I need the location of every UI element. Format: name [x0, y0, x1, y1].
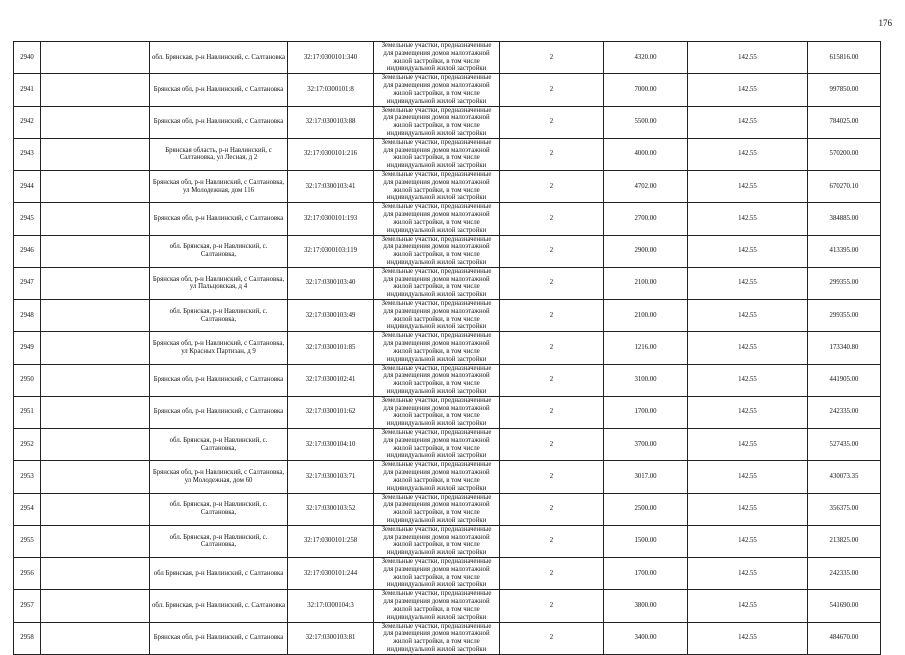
address-cell: обл Брянская, р-н Навлинский, с Салтановка	[150, 558, 288, 590]
row-number: 2942	[14, 106, 41, 138]
cadastral-value-cell: 784025.00	[808, 106, 881, 138]
address-cell: Брянская обл, р-н Навлинский, с Салтановка	[150, 622, 288, 654]
table-body	[14, 42, 881, 655]
table-row	[14, 74, 881, 106]
row-number: 2956	[14, 558, 41, 590]
land-use-cell: Земельные участки, предназначенные для размещения домов малоэтажной жилой застройки, в том числе индивидуальной жилой застройки	[374, 622, 500, 654]
address-cell: Брянская обл, р-н Навлинский, с Салтановка	[150, 106, 288, 138]
cadastral-value-cell: 173340.80	[808, 332, 881, 364]
row-number: 2950	[14, 364, 41, 396]
blank-cell	[41, 364, 150, 396]
cadastral-number-cell: 32:17:0300104:10	[288, 429, 374, 461]
address-cell: обл. Брянская, р-н Навлинский, с. Салтановка,	[150, 300, 288, 332]
row-number: 2954	[14, 493, 41, 525]
rate-cell: 142.55	[688, 429, 808, 461]
blank-cell	[41, 590, 150, 622]
category-cell: 2	[500, 558, 604, 590]
rate-cell: 142.55	[688, 622, 808, 654]
rate-cell: 142.55	[688, 171, 808, 203]
table-row	[14, 558, 881, 590]
category-cell: 2	[500, 429, 604, 461]
category-cell: 2	[500, 590, 604, 622]
row-number: 2948	[14, 300, 41, 332]
category-cell: 2	[500, 42, 604, 74]
row-number: 2941	[14, 74, 41, 106]
land-use-cell: Земельные участки, предназначенные для размещения домов малоэтажной жилой застройки, в том числе индивидуальной жилой застройки	[374, 42, 500, 74]
rate-cell: 142.55	[688, 42, 808, 74]
cadastral-number-cell: 32:17:0300103:119	[288, 235, 374, 267]
rate-cell: 142.55	[688, 235, 808, 267]
address-cell: Брянская обл, р-н Навлинский, с Салтановка, ул Пальцовская, д 4	[150, 267, 288, 299]
address-cell: Брянская обл, р-н Навлинский, с Салтановка	[150, 364, 288, 396]
cadastral-number-cell: 32:17:0300101:258	[288, 525, 374, 557]
blank-cell	[41, 171, 150, 203]
land-use-cell: Земельные участки, предназначенные для размещения домов малоэтажной жилой застройки, в том числе индивидуальной жилой застройки	[374, 74, 500, 106]
cadastral-value-cell: 441905.00	[808, 364, 881, 396]
address-cell: обл. Брянская, р-н Навлинский, с. Салтановка,	[150, 235, 288, 267]
category-cell: 2	[500, 203, 604, 235]
row-number: 2952	[14, 429, 41, 461]
cadastral-value-cell: 541690.00	[808, 590, 881, 622]
land-use-cell: Земельные участки, предназначенные для размещения домов малоэтажной жилой застройки, в том числе индивидуальной жилой застройки	[374, 332, 500, 364]
area-cell: 4320.00	[604, 42, 688, 74]
row-number: 2951	[14, 396, 41, 428]
row-number: 2940	[14, 42, 41, 74]
blank-cell	[41, 622, 150, 654]
blank-cell	[41, 396, 150, 428]
table-row	[14, 590, 881, 622]
cadastral-number-cell: 32:17:0300101:85	[288, 332, 374, 364]
blank-cell	[41, 138, 150, 170]
cadastral-value-cell: 384885.00	[808, 203, 881, 235]
address-cell: Брянская обл, р-н Навлинский, с Салтановка, ул Молодежная, дом 60	[150, 461, 288, 493]
cadastral-number-cell: 32:17:0300101:216	[288, 138, 374, 170]
category-cell: 2	[500, 622, 604, 654]
land-use-cell: Земельные участки, предназначенные для размещения домов малоэтажной жилой застройки, в том числе индивидуальной жилой застройки	[374, 235, 500, 267]
cadastral-value-cell: 430073.35	[808, 461, 881, 493]
blank-cell	[41, 267, 150, 299]
table-row	[14, 493, 881, 525]
cadastral-value-cell: 570200.00	[808, 138, 881, 170]
area-cell: 1700.00	[604, 558, 688, 590]
area-cell: 4000.00	[604, 138, 688, 170]
rate-cell: 142.55	[688, 364, 808, 396]
cadastral-value-cell: 213825.00	[808, 525, 881, 557]
cadastral-value-cell: 484670.00	[808, 622, 881, 654]
land-use-cell: Земельные участки, предназначенные для размещения домов малоэтажной жилой застройки, в том числе индивидуальной жилой застройки	[374, 300, 500, 332]
table-row	[14, 138, 881, 170]
address-cell: обл. Брянская, р-н Навлинский, с. Салтановка,	[150, 429, 288, 461]
address-cell: Брянская обл, р-н Навлинский, с Салтановка	[150, 74, 288, 106]
land-plots-table	[13, 41, 881, 655]
rate-cell: 142.55	[688, 267, 808, 299]
category-cell: 2	[500, 493, 604, 525]
land-use-cell: Земельные участки, предназначенные для размещения домов малоэтажной жилой застройки, в том числе индивидуальной жилой застройки	[374, 106, 500, 138]
cadastral-number-cell: 32:17:0300103:52	[288, 493, 374, 525]
area-cell: 2100.00	[604, 300, 688, 332]
category-cell: 2	[500, 74, 604, 106]
land-use-cell: Земельные участки, предназначенные для размещения домов малоэтажной жилой застройки, в том числе индивидуальной жилой застройки	[374, 493, 500, 525]
blank-cell	[41, 493, 150, 525]
area-cell: 1700.00	[604, 396, 688, 428]
rate-cell: 142.55	[688, 525, 808, 557]
category-cell: 2	[500, 138, 604, 170]
land-use-cell: Земельные участки, предназначенные для размещения домов малоэтажной жилой застройки, в том числе индивидуальной жилой застройки	[374, 558, 500, 590]
rate-cell: 142.55	[688, 461, 808, 493]
area-cell: 3700.00	[604, 429, 688, 461]
area-cell: 2500.00	[604, 493, 688, 525]
area-cell: 3400.00	[604, 622, 688, 654]
address-cell: Брянская обл, р-н Навлинский, с Салтановка, ул Молодежная, дом 116	[150, 171, 288, 203]
address-cell: обл. Брянская, р-н Навлинский, с. Салтановка,	[150, 525, 288, 557]
table-row	[14, 332, 881, 364]
category-cell: 2	[500, 171, 604, 203]
table-row	[14, 622, 881, 654]
row-number: 2953	[14, 461, 41, 493]
address-cell: обл. Брянская, р-н Навлинский, с. Салтановка,	[150, 493, 288, 525]
cadastral-number-cell: 32:17:0300103:40	[288, 267, 374, 299]
row-number: 2957	[14, 590, 41, 622]
category-cell: 2	[500, 235, 604, 267]
area-cell: 3800.00	[604, 590, 688, 622]
blank-cell	[41, 42, 150, 74]
cadastral-value-cell: 615816.00	[808, 42, 881, 74]
blank-cell	[41, 332, 150, 364]
cadastral-number-cell: 32:17:0300101:62	[288, 396, 374, 428]
row-number: 2949	[14, 332, 41, 364]
area-cell: 1500.00	[604, 525, 688, 557]
blank-cell	[41, 106, 150, 138]
cadastral-number-cell: 32:17:0300101:244	[288, 558, 374, 590]
blank-cell	[41, 203, 150, 235]
rate-cell: 142.55	[688, 558, 808, 590]
table-row	[14, 525, 881, 557]
category-cell: 2	[500, 364, 604, 396]
table-row	[14, 364, 881, 396]
land-use-cell: Земельные участки, предназначенные для размещения домов малоэтажной жилой застройки, в том числе индивидуальной жилой застройки	[374, 203, 500, 235]
address-cell: Брянская область, р-н Навлинский, с Салтановка, ул Лесная, д 2	[150, 138, 288, 170]
row-number: 2945	[14, 203, 41, 235]
blank-cell	[41, 300, 150, 332]
area-cell: 2100.00	[604, 267, 688, 299]
cadastral-number-cell: 32:17:0300103:49	[288, 300, 374, 332]
land-use-cell: Земельные участки, предназначенные для размещения домов малоэтажной жилой застройки, в том числе индивидуальной жилой застройки	[374, 461, 500, 493]
table-row	[14, 429, 881, 461]
cadastral-number-cell: 32:17:0300103:41	[288, 171, 374, 203]
blank-cell	[41, 525, 150, 557]
land-use-cell: Земельные участки, предназначенные для размещения домов малоэтажной жилой застройки, в том числе индивидуальной жилой застройки	[374, 364, 500, 396]
cadastral-number-cell: 32:17:0300102:41	[288, 364, 374, 396]
cadastral-number-cell: 32:17:0300104:3	[288, 590, 374, 622]
land-use-cell: Земельные участки, предназначенные для размещения домов малоэтажной жилой застройки, в том числе индивидуальной жилой застройки	[374, 267, 500, 299]
cadastral-value-cell: 242335.00	[808, 396, 881, 428]
category-cell: 2	[500, 106, 604, 138]
rate-cell: 142.55	[688, 74, 808, 106]
cadastral-value-cell: 527435.00	[808, 429, 881, 461]
table-row	[14, 300, 881, 332]
rate-cell: 142.55	[688, 396, 808, 428]
table-row	[14, 203, 881, 235]
blank-cell	[41, 558, 150, 590]
table-row	[14, 171, 881, 203]
rate-cell: 142.55	[688, 332, 808, 364]
cadastral-value-cell: 670270.10	[808, 171, 881, 203]
area-cell: 2700.00	[604, 203, 688, 235]
rate-cell: 142.55	[688, 590, 808, 622]
land-use-cell: Земельные участки, предназначенные для размещения домов малоэтажной жилой застройки, в том числе индивидуальной жилой застройки	[374, 171, 500, 203]
area-cell: 1216.00	[604, 332, 688, 364]
row-number: 2944	[14, 171, 41, 203]
cadastral-value-cell: 413395.00	[808, 235, 881, 267]
cadastral-value-cell: 299355.00	[808, 267, 881, 299]
category-cell: 2	[500, 300, 604, 332]
category-cell: 2	[500, 396, 604, 428]
cadastral-number-cell: 32:17:0300101:8	[288, 74, 374, 106]
blank-cell	[41, 74, 150, 106]
table-row	[14, 235, 881, 267]
cadastral-value-cell: 299355.00	[808, 300, 881, 332]
cadastral-number-cell: 32:17:0300103:81	[288, 622, 374, 654]
table-row	[14, 396, 881, 428]
area-cell: 4702.00	[604, 171, 688, 203]
area-cell: 7000.00	[604, 74, 688, 106]
row-number: 2946	[14, 235, 41, 267]
cadastral-value-cell: 997850.00	[808, 74, 881, 106]
rate-cell: 142.55	[688, 138, 808, 170]
area-cell: 3017.00	[604, 461, 688, 493]
row-number: 2947	[14, 267, 41, 299]
row-number: 2955	[14, 525, 41, 557]
category-cell: 2	[500, 267, 604, 299]
cadastral-number-cell: 32:17:0300103:88	[288, 106, 374, 138]
land-use-cell: Земельные участки, предназначенные для размещения домов малоэтажной жилой застройки, в том числе индивидуальной жилой застройки	[374, 590, 500, 622]
cadastral-value-cell: 356375.00	[808, 493, 881, 525]
page-number: 176	[878, 18, 892, 28]
table-row	[14, 42, 881, 74]
table-row	[14, 461, 881, 493]
cadastral-number-cell: 32:17:0300101:193	[288, 203, 374, 235]
cadastral-value-cell: 242335.00	[808, 558, 881, 590]
row-number: 2958	[14, 622, 41, 654]
land-use-cell: Земельные участки, предназначенные для размещения домов малоэтажной жилой застройки, в том числе индивидуальной жилой застройки	[374, 138, 500, 170]
category-cell: 2	[500, 332, 604, 364]
rate-cell: 142.55	[688, 300, 808, 332]
rate-cell: 142.55	[688, 203, 808, 235]
area-cell: 5500.00	[604, 106, 688, 138]
address-cell: Брянская обл, р-н Навлинский, с Салтановка	[150, 396, 288, 428]
land-use-cell: Земельные участки, предназначенные для размещения домов малоэтажной жилой застройки, в том числе индивидуальной жилой застройки	[374, 525, 500, 557]
address-cell: обл. Брянская, р-н Навлинский, с. Салтановка	[150, 42, 288, 74]
cadastral-number-cell: 32:17:0300101:340	[288, 42, 374, 74]
table-row	[14, 106, 881, 138]
address-cell: Брянская обл, р-н Навлинский, с Салтановка	[150, 203, 288, 235]
address-cell: обл. Брянская, р-н Навлинский, с. Салтановка	[150, 590, 288, 622]
rate-cell: 142.55	[688, 493, 808, 525]
blank-cell	[41, 235, 150, 267]
blank-cell	[41, 461, 150, 493]
address-cell: Брянская обл, р-н Навлинский, с Салтановка, ул Красных Партизан, д 9	[150, 332, 288, 364]
land-use-cell: Земельные участки, предназначенные для размещения домов малоэтажной жилой застройки, в том числе индивидуальной жилой застройки	[374, 396, 500, 428]
table-row	[14, 267, 881, 299]
land-use-cell: Земельные участки, предназначенные для размещения домов малоэтажной жилой застройки, в том числе индивидуальной жилой застройки	[374, 429, 500, 461]
blank-cell	[41, 429, 150, 461]
area-cell: 3100.00	[604, 364, 688, 396]
area-cell: 2900.00	[604, 235, 688, 267]
row-number: 2943	[14, 138, 41, 170]
cadastral-number-cell: 32:17:0300103:71	[288, 461, 374, 493]
category-cell: 2	[500, 461, 604, 493]
category-cell: 2	[500, 525, 604, 557]
rate-cell: 142.55	[688, 106, 808, 138]
